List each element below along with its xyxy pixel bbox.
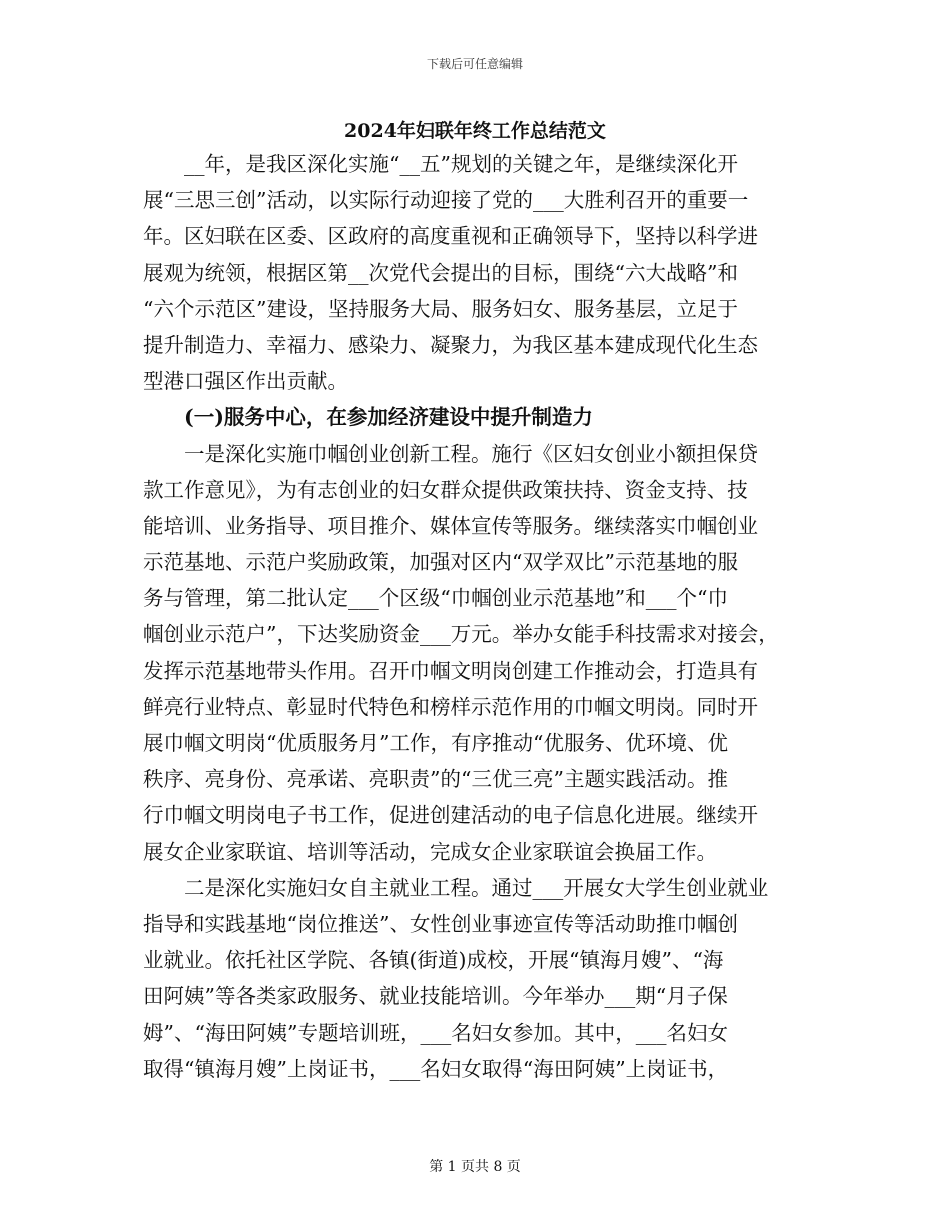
- text-line: __年，是我区深化实施“__五”规划的关键之年，是继续深化开: [143, 152, 738, 176]
- text-line: 务与管理，第二批认定___个区级“巾帼创业示范基地”和___个“巾: [143, 586, 728, 611]
- text-line: 款工作意见》，为有志创业的妇女群众提供政策扶持、资金支持、技: [143, 477, 748, 502]
- text-line: 展巾帼文明岗“优质服务月”工作，有序推动“优服务、优环境、优: [143, 731, 728, 755]
- text-line: 型港口强区作出贡献。: [143, 369, 348, 394]
- text-line: 帼创业示范户”，下达奖励资金___万元。举办女能手科技需求对接会，: [143, 622, 779, 647]
- text-line: 秩序、亮身份、亮承诺、亮职责”的“三优三亮”主题实践活动。推: [143, 767, 728, 792]
- text-line: 年。区妇联在区委、区政府的高度重视和正确领导下，坚持以科学进: [143, 224, 758, 249]
- text-line: 展女企业家联谊、培训等活动，完成女企业家联谊会换届工作。: [143, 839, 717, 864]
- text-line: 示范基地、示范户奖励政策，加强对区内“双学双比”示范基地的服: [143, 550, 738, 575]
- text-line: 发挥示范基地带头作用。召开巾帼文明岗创建工作推动会，打造具有: [143, 658, 758, 683]
- text-line: 姆”、“海田阿姨”专题培训班，___名妇女参加。其中，___名妇女: [143, 1020, 728, 1045]
- document-body: [143, 146, 823, 1087]
- document-title: 2024年妇联年终工作总结范文: [344, 120, 606, 142]
- section-heading: (一)服务中心，在参加经济建设中提升制造力: [143, 405, 593, 430]
- text-line: 提升制造力、幸福力、感染力、凝聚力，为我区基本建成现代化生态: [143, 332, 758, 357]
- text-line: 田阿姨”等各类家政服务、就业技能培训。今年举办___期“月子保: [143, 984, 728, 1009]
- text-line: 展“三思三创”活动，以实际行动迎接了党的___大胜利召开的重要一: [143, 188, 749, 213]
- text-line: 二是深化实施妇女自主就业工程。通过___开展女大学生创业就业: [143, 875, 769, 900]
- text-line: 取得“镇海月嫂”上岗证书，___名妇女取得“海田阿姨”上岗证书，: [143, 1056, 729, 1081]
- page-footer: 第 1 页共 8 页: [429, 1159, 521, 1175]
- text-line: 业就业。依托社区学院、各镇(街道)成校，开展“镇海月嫂”、“海: [143, 948, 724, 973]
- text-line: 行巾帼文明岗电子书工作，促进创建活动的电子信息化进展。继续开: [143, 803, 758, 828]
- text-line: 展观为统领，根据区第__次党代会提出的目标，围绕“六大战略”和: [143, 260, 738, 285]
- text-line: 能培训、业务指导、项目推介、媒体宣传等服务。继续落实巾帼创业: [143, 513, 758, 538]
- header-note: 下载后可任意编辑: [426, 57, 523, 71]
- text-line: 一是深化实施巾帼创业创新工程。施行《区妇女创业小额担保贷: [143, 441, 758, 466]
- text-line: 鲜亮行业特点、彰显时代特色和榜样示范作用的巾帼文明岗。同时开: [143, 694, 758, 719]
- text-line: “六个示范区”建设，坚持服务大局、服务妇女、服务基层，立足于: [143, 296, 738, 321]
- text-line: 指导和实践基地“岗位推送”、女性创业事迹宣传等活动助推巾帼创: [143, 911, 738, 936]
